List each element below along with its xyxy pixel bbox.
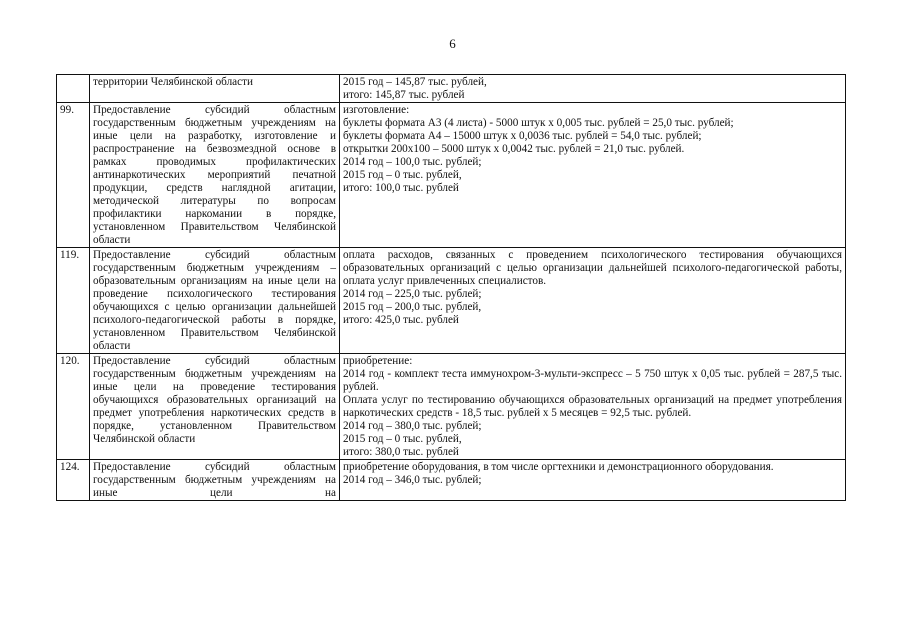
measure-funding (340, 75, 846, 103)
measure-description: Предоставление субсидий областным государственным бюджетным учреждениям на иные цели на разработку, изготовление и распространение на безвозмездной основе в рамках проводимых профилактических антинаркотических мероприятий печатной продукции, средств наглядной агитации, методической литературы по вопросам профилактики наркомании в порядке, установленном Правительством Челябинской области (90, 103, 340, 248)
funding-line: 2014 год – 225,0 тыс. рублей; (343, 288, 482, 300)
funding-line: приобретение: (343, 355, 413, 367)
funding-line: 2015 год – 145,87 тыс. рублей, (343, 76, 487, 88)
measure-funding (340, 103, 846, 248)
funding-line: буклеты формата А4 – 15000 штук x 0,0036 тыс. рублей = 54,0 тыс. рублей; (343, 130, 702, 142)
measure-description: территории Челябинской области (90, 75, 340, 103)
table-row (57, 248, 846, 354)
funding-line: 2014 год – 380,0 тыс. рублей; (343, 420, 482, 432)
funding-line: оплата расходов, связанных с проведением психологического тестирования обучающихся образовательных организаций с целью организации дальнейшей психолого-педагогической работы, оплата услуг привлеченных специалистов. (343, 249, 842, 287)
funding-line: буклеты формата А3 (4 листа) - 5000 штук x 0,005 тыс. рублей = 25,0 тыс. рублей; (343, 117, 734, 129)
funding-line: изготовление: (343, 104, 410, 116)
funding-line: итого: 100,0 тыс. рублей (343, 182, 459, 194)
row-number: 99. (57, 103, 90, 248)
measure-funding (340, 460, 846, 501)
funding-line: итого: 145,87 тыс. рублей (343, 89, 465, 101)
row-number (57, 75, 90, 103)
funding-line: 2015 год – 0 тыс. рублей, (343, 169, 462, 181)
funding-line: итого: 380,0 тыс. рублей (343, 446, 459, 458)
row-number: 119. (57, 248, 90, 354)
page-number: 6 (449, 36, 456, 51)
measure-funding (340, 354, 846, 460)
table-row (57, 460, 846, 501)
table-row (57, 103, 846, 248)
row-number: 124. (57, 460, 90, 501)
row-number: 120. (57, 354, 90, 460)
measure-description: Предоставление субсидий областным государственным бюджетным учреждениям на иные цели на (90, 460, 340, 501)
table-row (57, 75, 846, 103)
funding-line: открытки 200x100 – 5000 штук x 0,0042 тыс. рублей = 21,0 тыс. рублей. (343, 143, 685, 155)
funding-line: итого: 425,0 тыс. рублей (343, 314, 459, 326)
table-row (57, 354, 846, 460)
measure-description: Предоставление субсидий областным государственным бюджетным учреждениям на иные цели на проведение тестирования обучающихся образовательных организаций на предмет употребления наркотических средств в порядке, установленном Правительством Челябинской области (90, 354, 340, 460)
funding-line: 2015 год – 0 тыс. рублей, (343, 433, 462, 445)
funding-line: 2014 год - комплект теста иммунохром-3-мульти-экспресс – 5 750 штук x 0,05 тыс. рублей = 287,5 тыс. рублей. (343, 368, 842, 393)
funding-line: 2015 год – 200,0 тыс. рублей, (343, 301, 482, 313)
funding-line: приобретение оборудования, в том числе оргтехники и демонстрационного оборудования. (343, 461, 774, 473)
measure-description: Предоставление субсидий областным государственным бюджетным учреждениям – образовательным организациям на иные цели на проведение психологического тестирования обучающихся с целью организации дальнейшей психолого-педагогической работы в порядке, установленном Правительством Челябинской области (90, 248, 340, 354)
funding-line: Оплата услуг по тестированию обучающихся образовательных организаций на предмет употребления наркотических средств - 18,5 тыс. рублей x 5 месяцев = 92,5 тыс. рублей. (343, 394, 842, 419)
measure-funding (340, 248, 846, 354)
funding-line: 2014 год – 100,0 тыс. рублей; (343, 156, 482, 168)
funding-line: 2014 год – 346,0 тыс. рублей; (343, 474, 482, 486)
program-table (56, 74, 846, 501)
